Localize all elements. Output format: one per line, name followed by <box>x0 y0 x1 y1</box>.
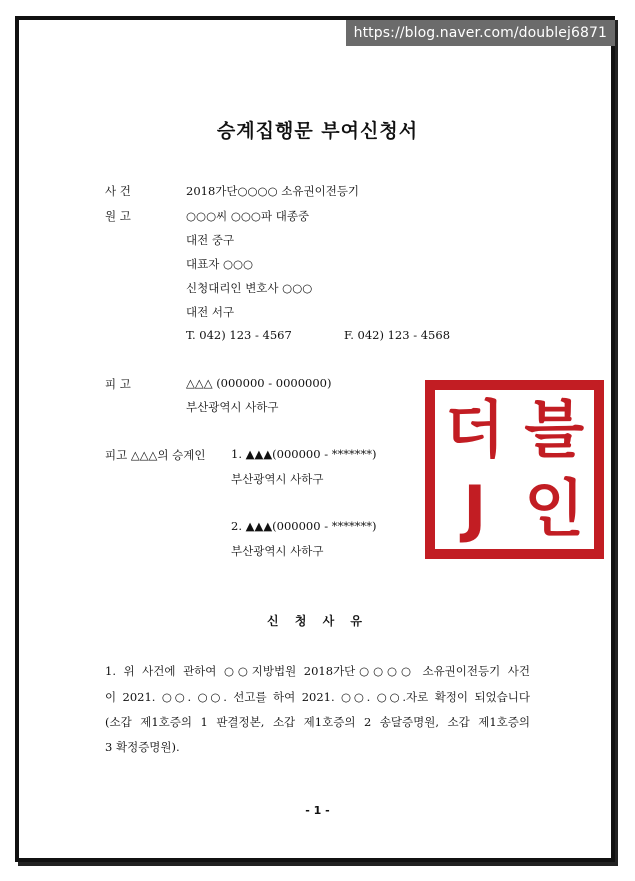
red-seal-stamp <box>425 380 604 559</box>
seal-char: 블 <box>524 392 585 466</box>
successor-1-address: 부산광역시 사하구 <box>231 472 324 486</box>
page-number: - 1 - <box>305 804 330 817</box>
case-value: 2018가단○○○○ 소유권이전등기 <box>186 184 360 198</box>
reason-line: 3 확정증명원). <box>105 740 180 754</box>
blog-url-watermark[interactable]: https://blog.naver.com/doublej6871 <box>346 20 615 46</box>
plaintiff-label: 원 고 <box>105 209 131 223</box>
attorney-telephone: T. 042) 123 - 4567 <box>186 328 292 342</box>
reason-line: 1. 위 사건에 관하여 ○○지방법원 2018가단○○○○ 소유권이전등기 사건 <box>105 664 530 678</box>
case-label: 사 건 <box>105 184 131 198</box>
reason-line: 이 2021. ○○. ○○. 선고를 하여 2021. ○○. ○○.자로 확정이 되었습니다 <box>105 690 530 704</box>
successor-1-id: 1. ▲▲▲(000000 - *******) <box>231 447 377 461</box>
defendant-address: 부산광역시 사하구 <box>186 400 279 414</box>
plaintiff-representative: 대표자 ○○○ <box>186 257 254 271</box>
seal-char: 더 <box>444 392 505 466</box>
successor-2-id: 2. ▲▲▲(000000 - *******) <box>231 519 377 533</box>
attorney-address: 대전 서구 <box>186 305 235 319</box>
successor-2-address: 부산광역시 사하구 <box>231 544 324 558</box>
seal-char: 인 <box>524 472 585 546</box>
reason-heading: 신 청 사 유 <box>267 614 368 628</box>
defendant-label: 피 고 <box>105 377 131 391</box>
successor-label: 피고 △△△의 승계인 <box>105 448 206 462</box>
attorney-fax: F. 042) 123 - 4568 <box>344 328 451 342</box>
seal-char: J <box>463 472 487 546</box>
plaintiff-attorney: 신청대리인 변호사 ○○○ <box>186 281 313 295</box>
reason-line: (소갑 제1호증의 1 판결정본, 소갑 제1호증의 2 송달증명원, 소갑 제1호증의 <box>105 715 530 729</box>
defendant-id: △△△ (000000 - 0000000) <box>186 376 332 390</box>
plaintiff-name: ○○○씨 ○○○파 대종중 <box>186 209 310 223</box>
plaintiff-address: 대전 중구 <box>186 233 235 247</box>
document-title: 승계집행문 부여신청서 <box>216 120 419 142</box>
